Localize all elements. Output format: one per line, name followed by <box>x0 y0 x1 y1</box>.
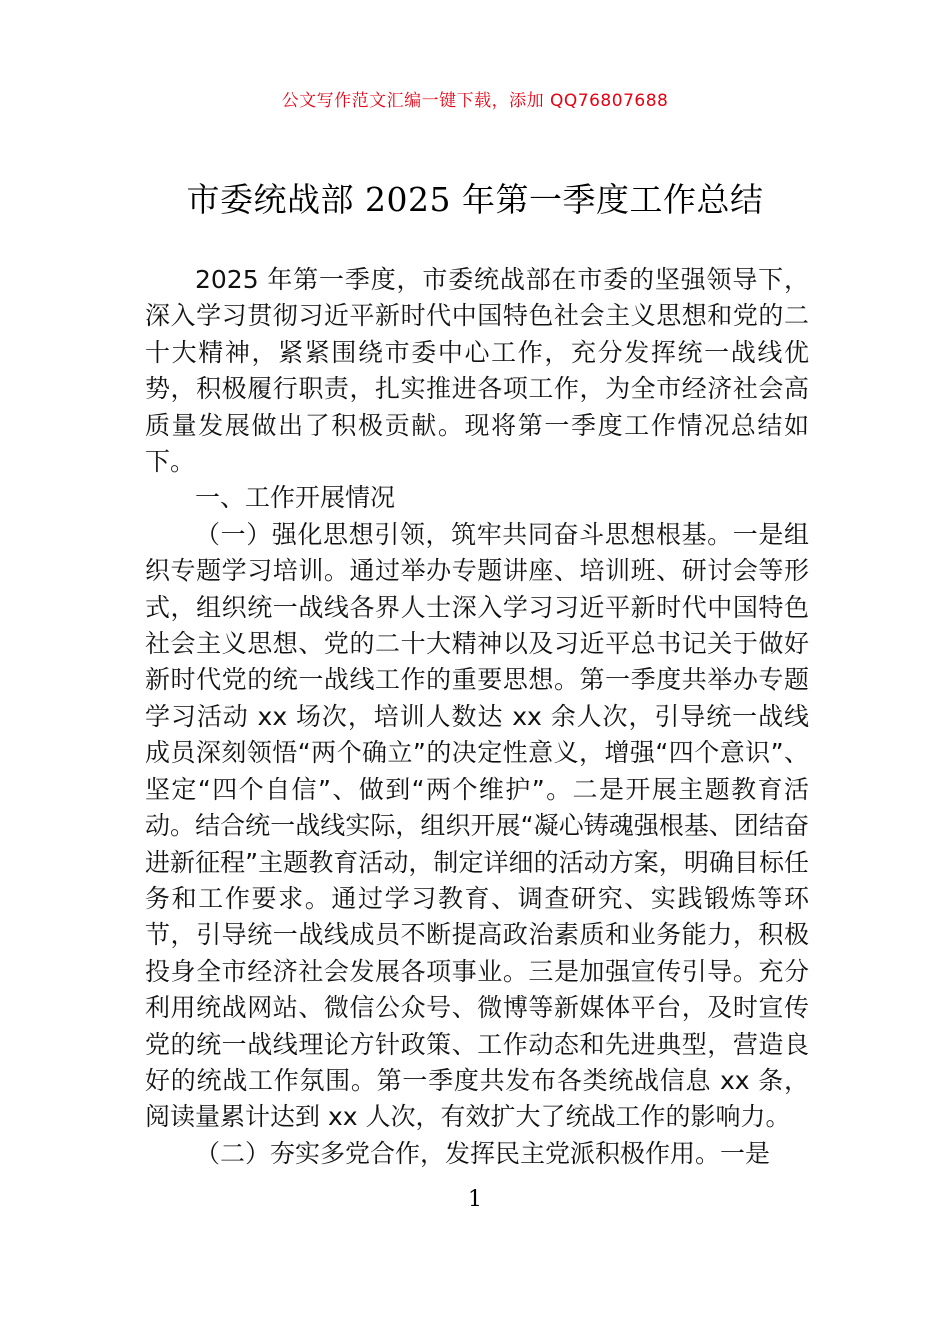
subsection-2-paragraph: （二）夯实多党合作，发挥民主党派积极作用。一是 <box>195 1138 771 1168</box>
intro-paragraph: 2025 年第一季度，市委统战部在市委的坚强领导下，深入学习贯彻习近平新时代中国特色社会主义思想和党的二十大精神，紧紧围绕市委中心工作，充分发挥统一战线优势，积极履行职责，扎实推进各项工作，为全市经济社会高质量发展做出了积极贡献。现将第一季度工作情况总结如下。 <box>145 265 809 477</box>
page-number: 1 <box>468 1187 482 1212</box>
document-title: 市委统战部 2025 年第一季度工作总结 <box>186 180 764 219</box>
document-body <box>145 262 809 1172</box>
section-heading: 一、工作开展情况 <box>195 483 396 513</box>
download-ad-banner: 公文写作范文汇编一键下载，添加 QQ76807688 <box>281 91 669 111</box>
subsection-1-paragraph: （一）强化思想引领，筑牢共同奋斗思想根基。一是组织专题学习培训。通过举办专题讲座、培训班、研讨会等形式，组织统一战线各界人士深入学习习近平新时代中国特色社会主义思想、党的二十大精神以及习近平总书记关于做好新时代党的统一战线工作的重要思想。第一季度共举办专题学习活动 xx 场次，培训人数达 xx 余人次，引导统一战线成员深刻领悟“两个确立”的决定性意义，增强“四个意识”、坚定“四个自信”、做到“两个维护”。二是开展主题教育活动。结合统一战线实际，组织开展“凝心铸魂强根基、团结奋进新征程”主题教育活动，制定详细的活动方案，明确目标任务和工作要求。通过学习教育、调查研究、实践锻炼等环节，引导统一战线成员不断提高政治素质和业务能力，积极投身全市经济社会发展各项事业。三是加强宣传引导。充分利用统战网站、微信公众号、微博等新媒体平台，及时宣传党的统一战线理论方针政策、工作动态和先进典型，营造良好的统战工作氛围。第一季度共发布各类统战信息 xx 条，阅读量累计达到 xx 人次，有效扩大了统战工作的影响力。 <box>145 519 809 1132</box>
